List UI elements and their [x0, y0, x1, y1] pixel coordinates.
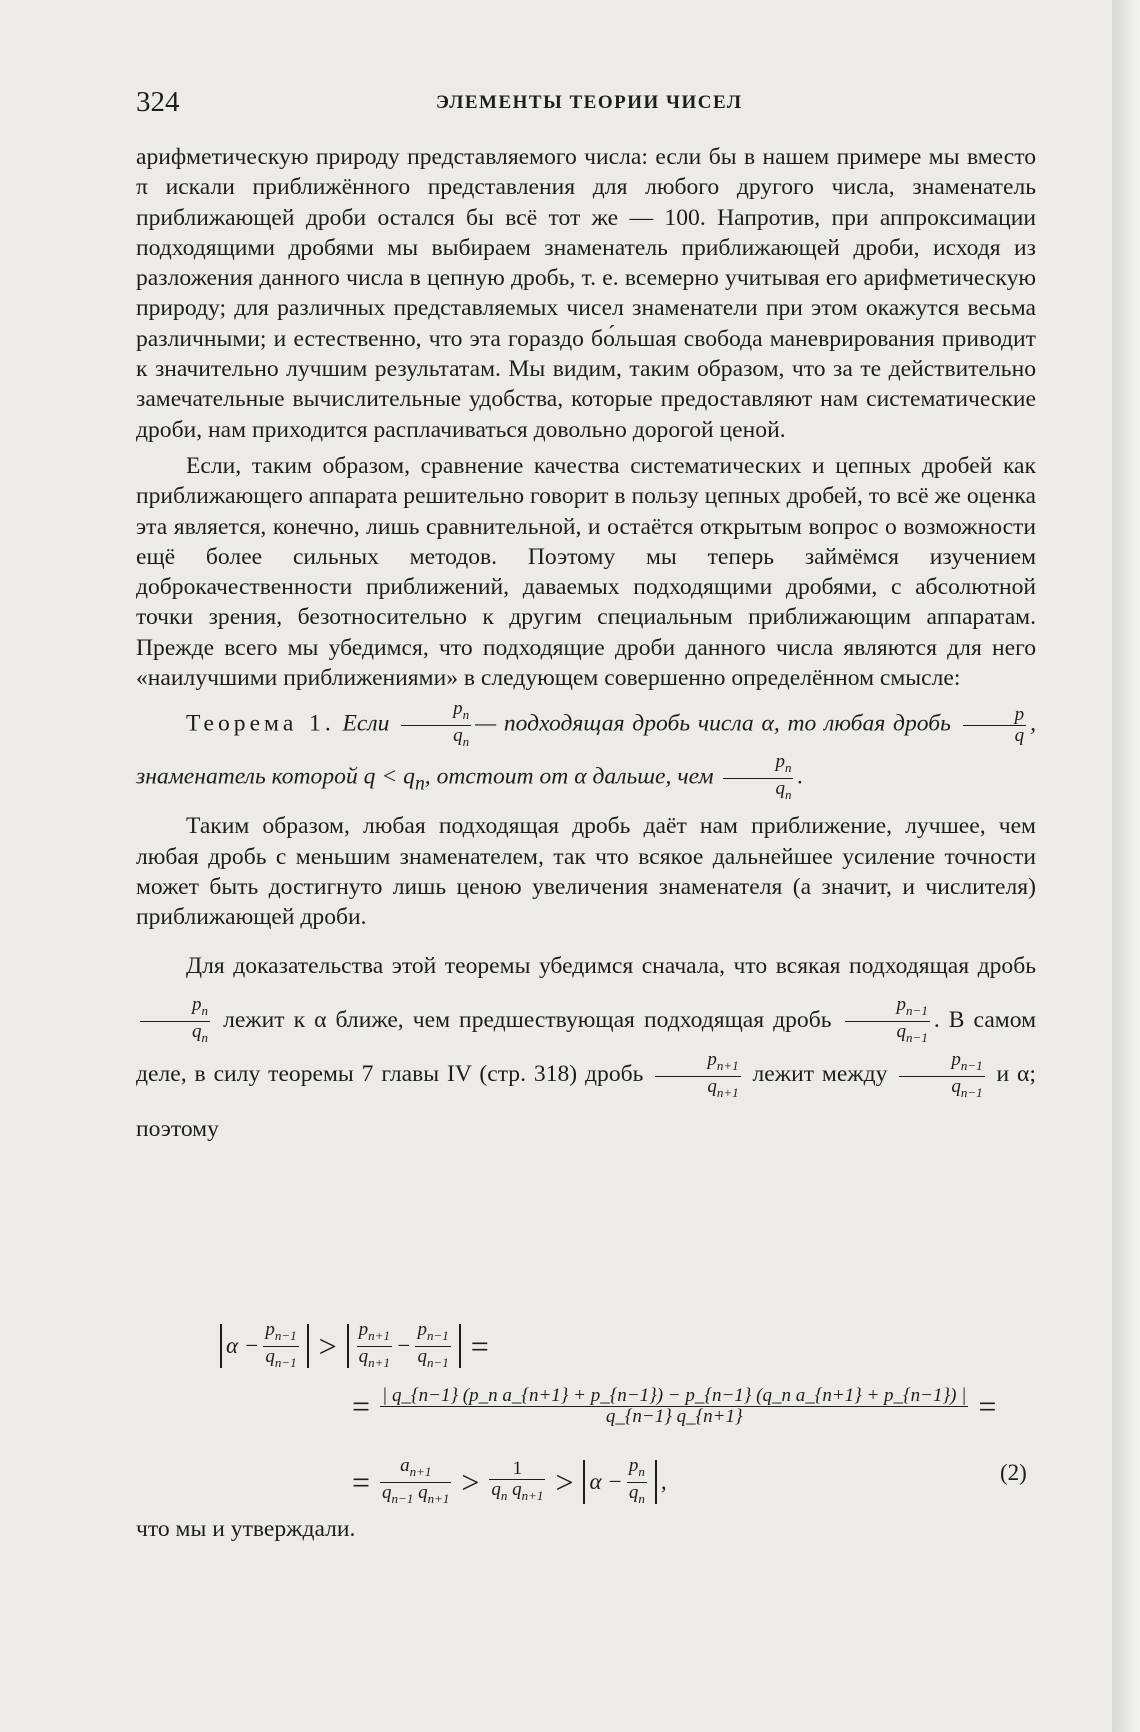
equation-2 — [136, 1320, 1036, 1520]
theorem-text-2: — подходящая дробь числа α, то любая дробь — [475, 711, 951, 738]
eq-numerator: | q_{n−1} (p_n a_{n+1} + p_{n−1}) − p_{n−1} (q_n a_{n+1} + p_{n−1}) | — [382, 1385, 967, 1406]
running-title: ЭЛЕМЕНТЫ ТЕОРИИ ЧИСЕЛ — [436, 92, 743, 113]
fraction-pn-qn: $\frac{p_n}{q_n}$ — [401, 699, 471, 752]
page-edge — [1112, 0, 1140, 1732]
theorem-text-5: . — [797, 763, 804, 790]
theorem-sub: n — [414, 772, 425, 795]
theorem-1 — [136, 699, 1036, 805]
proof-text-1: Для доказательства этой теоремы убедимся сначала, что всякая подходящая дробь — [186, 952, 1036, 979]
fraction-p-q: $\frac{p}{q}$ — [963, 705, 1027, 746]
equation-line-3: = $\frac{a_{n+1}}{q_{n-1} q_{n+1}}$ > $\frac{1}{q_n q_{n+1}}$ > α − $\frac{p_n}{q_n}$ , — [352, 1455, 667, 1506]
fraction-pn-qn-2: $\frac{p_n}{q_n}$ — [723, 752, 793, 805]
body-text — [136, 142, 1036, 1156]
equation-line-2: = | q_{n−1} (p_n a_{n+1} + p_{n−1}) − p_{n−1} (q_n a_{n+1} + p_{n−1}) | q_{n−1} q_{n+1} = — [352, 1385, 997, 1427]
proof-text-2: лежит к α ближе, чем предшествующая подходящая дробь — [223, 1006, 832, 1033]
eq-denominator: q_{n−1} q_{n+1} — [605, 1406, 743, 1427]
proof-text-3: . В самом деле, в силу теоремы 7 главы IV (стр. 318) дробь — [136, 1006, 1037, 1088]
theorem-label: Теорема 1. — [186, 711, 335, 738]
proof-paragraph — [136, 939, 1036, 1157]
page-header — [136, 86, 1040, 122]
proof-text-4: лежит между — [752, 1061, 888, 1088]
equation-number: (2) — [1000, 1460, 1027, 1485]
closing-line: что мы и утверждали. — [136, 1516, 356, 1542]
theorem-text-4: , отстоит от α дальше, чем — [424, 763, 714, 790]
fraction-pn+1-qn+1: $\frac{p_{n+1}}{q_{n+1}}$ — [655, 1050, 740, 1103]
page-number: 324 — [136, 86, 180, 118]
paragraph-after-theorem: Таким образом, любая подходящая дробь даёт нам приближение, лучшее, чем любая дробь с меньшим знаменателем, так что всякое дальнейшее усиление точности может быть достигнуто лишь ценою увеличения знаменателя (а значит, и числителя) приближающей дроби. — [136, 813, 1036, 931]
paragraph-1: арифметическую природу представляемого числа: если бы в нашем примере мы вместо π искали приближённого представления для любого другого числа, знаменатель приближающей дроби остался бы всё тот же — 100. Напротив, при аппроксимации подходящими дробями мы выбираем знаменатель приближающей дроби, исходя из разложения данного числа в цепную дробь, т. е. всемерно учитывая его арифметическую природу; для различных представляемых чисел знаменатели при этом окажутся весьма различными; и естественно, что эта гораздо бо́льшая свобода маневрирования приводит к значительно лучшим результатам. Мы видим, таким образом, что за те действительно замечательные вычислительные удобства, которые предоставляют нам систематические дроби, нам приходится расплачиваться довольно дорогой ценой. — [136, 144, 1036, 443]
fraction-pn-qn-3: $\frac{p_n}{q_n}$ — [140, 995, 210, 1048]
theorem-text-3: , знаменатель которой q < q — [136, 711, 1036, 790]
paragraph-2: Если, таким образом, сравнение качества систематических и цепных дробей как приближающего аппарата решительно говорит в пользу цепных дробей, то всё же оценка эта является, конечно, лишь сравнительной, и остаётся открытым вопрос о возможности ещё более сильных методов. Поэтому мы теперь займёмся изучением доброкачественности приближений, даваемых подходящими дробями, с абсолютной точки зрения, безотносительно к другим специальным приближающим аппаратам. Прежде всего мы убедимся, что подходящие дроби данного числа являются для него «наилучшими приближениями» в следующем совершенно определённом смысле: — [136, 452, 1036, 692]
proof-text-5: и α; поэтому — [136, 1061, 1036, 1143]
theorem-text-1: Если — [342, 711, 390, 738]
equation-line-1: α − $\frac{p_{n-1}}{q_{n-1}}$ > $\frac{p_{n+1}}{q_{n+1}}$ − $\frac{p_{n-1}}{q_{n-1}}$ = — [216, 1320, 495, 1373]
fraction-pn1-qn1-2: $\frac{p_{n-1}}{q_{n-1}}$ — [899, 1050, 984, 1103]
fraction-pn1-qn1: $\frac{p_{n-1}}{q_{n-1}}$ — [845, 995, 930, 1048]
